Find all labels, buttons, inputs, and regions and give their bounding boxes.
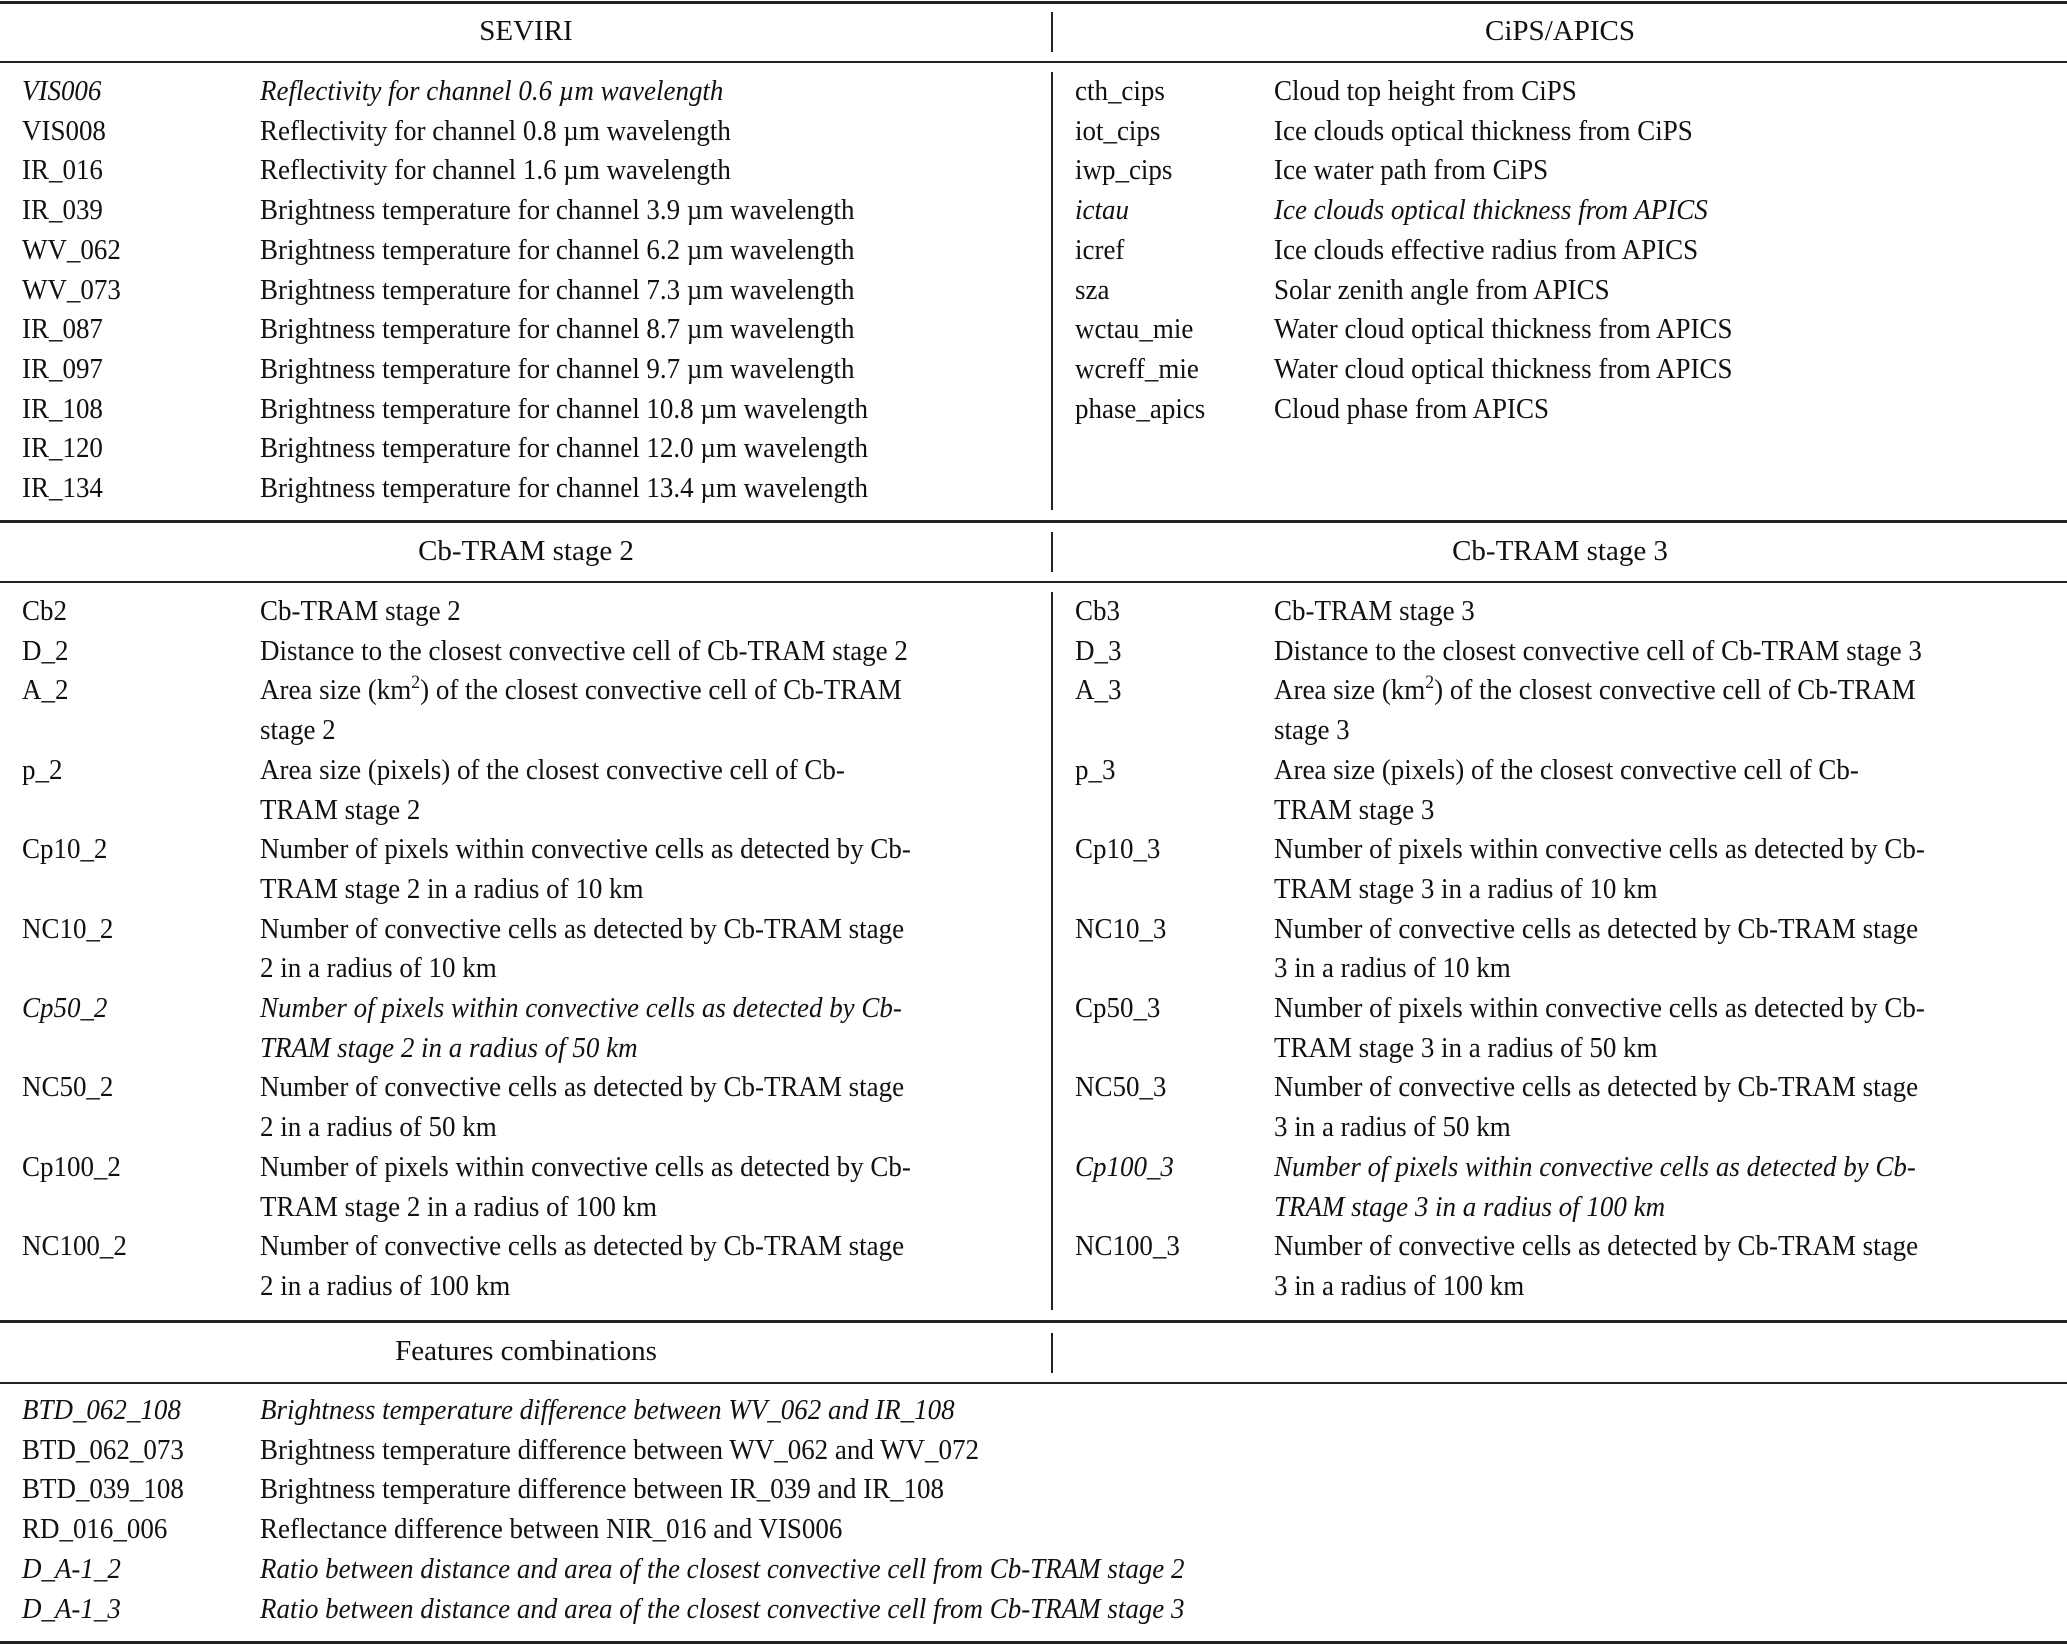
row-description [260, 1391, 955, 1431]
description-line: Brightness temperature for channel 8.7 µm wavelength [260, 313, 855, 346]
row-symbol: D_2 [22, 634, 69, 667]
section-rule [0, 61, 2067, 63]
description-line: Reflectivity for channel 0.8 µm wavelength [260, 114, 731, 147]
row-description [260, 1590, 1184, 1630]
description-line: Area size (pixels) of the closest convective cell of Cb- [1274, 753, 1859, 786]
description-text: Area size (km [260, 674, 412, 707]
row-description [1274, 632, 1922, 672]
description-line: Cloud top height from CiPS [1274, 75, 1577, 107]
description-line: Ice clouds optical thickness from APICS [1274, 194, 1708, 227]
description-line: Ice clouds effective radius from APICS [1274, 233, 1699, 266]
description-line: TRAM stage 3 in a radius of 100 km [1274, 1190, 1666, 1223]
description-line: Reflectivity for channel 1.6 µm wavelength [260, 154, 731, 187]
description-line: TRAM stage 2 in a radius of 100 km [260, 1190, 658, 1223]
row-description [1274, 231, 1698, 271]
row-description [260, 231, 854, 271]
row-symbol: NC100_3 [1075, 1230, 1180, 1263]
description-line: TRAM stage 3 in a radius of 10 km [1274, 872, 1658, 905]
row-symbol: NC10_2 [22, 912, 114, 945]
description-line: Brightness temperature for channel 9.7 µm wavelength [260, 352, 855, 385]
row-description [260, 350, 854, 390]
description-line: TRAM stage 3 [1274, 793, 1435, 826]
table-top-rule [0, 1, 2067, 4]
row-description [1274, 151, 1548, 191]
row-description [260, 72, 723, 112]
superscript: 2 [1425, 672, 1435, 694]
row-description [1274, 271, 1610, 311]
row-symbol: IR_016 [22, 154, 103, 187]
description-line: Brightness temperature for channel 10.8 µm wavelength [260, 392, 868, 425]
description-line: Distance to the closest convective cell of Cb-TRAM stage 2 [260, 634, 908, 667]
row-description [1274, 350, 1732, 390]
row-symbol: ictau [1075, 194, 1129, 227]
table-bottom-rule [0, 1641, 2067, 1644]
description-line: stage 2 [260, 714, 336, 747]
row-symbol: IR_097 [22, 352, 103, 385]
description-line [1274, 671, 1916, 711]
row-description [260, 1227, 904, 1306]
row-symbol: NC100_2 [22, 1230, 127, 1263]
description-line: stage 3 [1274, 714, 1350, 747]
row-symbol: iot_cips [1075, 114, 1161, 147]
description-line: Ratio between distance and area of the closest convective cell from Cb-TRAM stage 2 [260, 1552, 1185, 1585]
description-line: Ice water path from CiPS [1274, 154, 1549, 187]
row-description [1274, 72, 1577, 112]
description-line: Water cloud optical thickness from APICS [1274, 352, 1733, 385]
row-description [1274, 910, 1918, 989]
description-line: Number of pixels within convective cells as detected by Cb- [260, 833, 911, 866]
row-symbol: NC50_2 [22, 1071, 114, 1104]
row-description [1274, 671, 1916, 750]
description-line: Solar zenith angle from APICS [1274, 273, 1610, 306]
row-symbol: IR_120 [22, 432, 103, 465]
description-line: Cb-TRAM stage 3 [1274, 595, 1475, 627]
description-line: Number of pixels within convective cells as detected by Cb- [260, 1150, 911, 1183]
description-line: Number of convective cells as detected by Cb-TRAM stage [260, 1230, 905, 1263]
description-line [260, 671, 902, 711]
row-description [260, 1068, 904, 1147]
row-symbol: p_2 [22, 753, 63, 786]
description-line: Number of pixels within convective cells as detected by Cb- [1274, 1150, 1916, 1183]
row-symbol: NC50_3 [1075, 1071, 1167, 1104]
row-symbol: RD_016_006 [22, 1513, 168, 1546]
description-line: Brightness temperature difference between WV_062 and IR_108 [260, 1394, 955, 1426]
row-symbol: IR_108 [22, 392, 103, 425]
description-line: Water cloud optical thickness from APICS [1274, 313, 1733, 346]
section-rule [0, 520, 2067, 523]
row-description [260, 390, 868, 430]
row-symbol: Cb3 [1075, 595, 1120, 627]
row-description [1274, 191, 1708, 231]
row-description [260, 151, 731, 191]
description-line: Number of convective cells as detected by Cb-TRAM stage [1274, 912, 1919, 945]
description-line: Brightness temperature difference between WV_062 and WV_072 [260, 1433, 979, 1466]
row-symbol: Cp10_2 [22, 833, 108, 866]
description-line: Ratio between distance and area of the closest convective cell from Cb-TRAM stage 3 [260, 1592, 1185, 1625]
description-line: 2 in a radius of 10 km [260, 952, 497, 985]
row-description [260, 910, 904, 989]
section-rule [0, 581, 2067, 583]
row-description [1274, 1068, 1918, 1147]
row-description [1274, 310, 1732, 350]
row-description [260, 830, 911, 909]
description-text: ) of the closest convective cell of Cb-TRAM [420, 674, 902, 707]
row-symbol: VIS008 [22, 114, 106, 147]
column-divider [1051, 592, 1053, 1310]
row-symbol: p_3 [1075, 753, 1116, 786]
description-line: Number of convective cells as detected by Cb-TRAM stage [1274, 1230, 1919, 1263]
row-description [260, 1431, 979, 1471]
description-line: Cb-TRAM stage 2 [260, 595, 461, 627]
row-description [260, 751, 845, 830]
row-description [1274, 989, 1925, 1068]
description-line: 3 in a radius of 10 km [1274, 952, 1511, 985]
description-line: TRAM stage 2 in a radius of 10 km [260, 872, 644, 905]
row-description [260, 632, 908, 672]
row-symbol: sza [1075, 273, 1110, 306]
row-symbol: cth_cips [1075, 75, 1165, 107]
row-symbol: IR_087 [22, 313, 103, 346]
section-header-cbtram-stage-3: Cb-TRAM stage 3 [1452, 535, 1668, 567]
description-text: ) of the closest convective cell of Cb-TRAM [1434, 674, 1916, 707]
row-description [1274, 830, 1925, 909]
row-description [260, 1550, 1184, 1590]
description-line: Distance to the closest convective cell of Cb-TRAM stage 3 [1274, 634, 1922, 667]
row-description [260, 469, 868, 509]
description-line: Number of convective cells as detected by Cb-TRAM stage [260, 912, 905, 945]
row-symbol: BTD_062_073 [22, 1433, 184, 1466]
row-description [260, 1510, 842, 1550]
superscript: 2 [411, 672, 421, 694]
row-description [260, 271, 854, 311]
row-symbol: Cp50_3 [1075, 992, 1161, 1024]
description-line: Number of convective cells as detected by Cb-TRAM stage [1274, 1071, 1919, 1104]
description-line: Number of pixels within convective cells as detected by Cb- [260, 992, 902, 1024]
section-header-seviri: SEVIRI [479, 15, 573, 47]
description-line: Number of convective cells as detected by Cb-TRAM stage [260, 1071, 905, 1104]
section-rule [0, 1320, 2067, 1323]
row-symbol: IR_039 [22, 194, 103, 227]
row-description [260, 671, 902, 750]
row-symbol: iwp_cips [1075, 154, 1173, 187]
row-symbol: Cp100_2 [22, 1150, 121, 1183]
row-symbol: Cb2 [22, 595, 67, 627]
row-description [260, 989, 902, 1068]
description-line: Brightness temperature for channel 13.4 µm wavelength [260, 472, 868, 504]
description-line: Reflectivity for channel 0.6 µm wavelength [260, 75, 724, 107]
row-description [1274, 390, 1549, 430]
description-line: 3 in a radius of 100 km [1274, 1269, 1525, 1302]
section-header-features-combinations: Features combinations [395, 1335, 657, 1367]
description-line: TRAM stage 2 in a radius of 50 km [260, 1031, 638, 1064]
description-line: TRAM stage 2 [260, 793, 421, 826]
section-header-cips-apics: CiPS/APICS [1485, 15, 1635, 47]
row-symbol: IR_134 [22, 472, 103, 504]
description-line: Brightness temperature for channel 6.2 µm wavelength [260, 233, 855, 266]
row-description [1274, 751, 1859, 830]
row-symbol: Cp100_3 [1075, 1150, 1174, 1183]
description-line: Brightness temperature for channel 12.0 µm wavelength [260, 432, 868, 465]
description-line: 3 in a radius of 50 km [1274, 1111, 1511, 1144]
row-description [260, 1148, 911, 1227]
row-symbol: wctau_mie [1075, 313, 1194, 346]
description-line: Brightness temperature difference between IR_039 and IR_108 [260, 1473, 945, 1506]
row-symbol: A_3 [1075, 674, 1122, 707]
row-description [260, 112, 731, 152]
section-header-cbtram-stage-2: Cb-TRAM stage 2 [418, 535, 634, 567]
row-description [260, 429, 868, 469]
row-symbol: D_A-1_3 [22, 1592, 121, 1625]
description-line: 2 in a radius of 100 km [260, 1269, 511, 1302]
description-text: Area size (km [1274, 674, 1426, 707]
row-description [260, 310, 854, 350]
row-description [260, 1470, 944, 1510]
description-line: 2 in a radius of 50 km [260, 1111, 497, 1144]
row-symbol: A_2 [22, 674, 69, 707]
column-divider [1051, 72, 1053, 510]
row-description [1274, 112, 1693, 152]
row-symbol: phase_apics [1075, 392, 1206, 425]
description-line: TRAM stage 3 in a radius of 50 km [1274, 1031, 1658, 1064]
row-symbol: WV_073 [22, 273, 121, 306]
description-line: Number of pixels within convective cells as detected by Cb- [1274, 992, 1925, 1024]
row-description [1274, 592, 1475, 632]
description-line: Area size (pixels) of the closest convective cell of Cb- [260, 753, 845, 786]
row-symbol: BTD_039_108 [22, 1473, 184, 1506]
description-line: Brightness temperature for channel 3.9 µm wavelength [260, 194, 855, 227]
row-symbol: WV_062 [22, 233, 121, 266]
description-line: Reflectance difference between NIR_016 and VIS006 [260, 1513, 843, 1546]
row-symbol: Cp50_2 [22, 992, 108, 1024]
section-rule [0, 1382, 2067, 1384]
description-line: Ice clouds optical thickness from CiPS [1274, 114, 1693, 147]
description-line: Number of pixels within convective cells as detected by Cb- [1274, 833, 1925, 866]
row-symbol: Cp10_3 [1075, 833, 1161, 866]
row-symbol: NC10_3 [1075, 912, 1167, 945]
description-line: Brightness temperature for channel 7.3 µm wavelength [260, 273, 855, 306]
row-symbol: wcreff_mie [1075, 352, 1199, 385]
row-symbol: icref [1075, 233, 1125, 266]
row-description [260, 592, 461, 632]
row-description [260, 191, 854, 231]
row-symbol: D_3 [1075, 634, 1122, 667]
row-symbol: BTD_062_108 [22, 1394, 181, 1426]
row-description [1274, 1227, 1918, 1306]
row-symbol: VIS006 [22, 75, 102, 107]
row-symbol: D_A-1_2 [22, 1552, 121, 1585]
row-description [1274, 1148, 1916, 1227]
description-line: Cloud phase from APICS [1274, 392, 1549, 425]
